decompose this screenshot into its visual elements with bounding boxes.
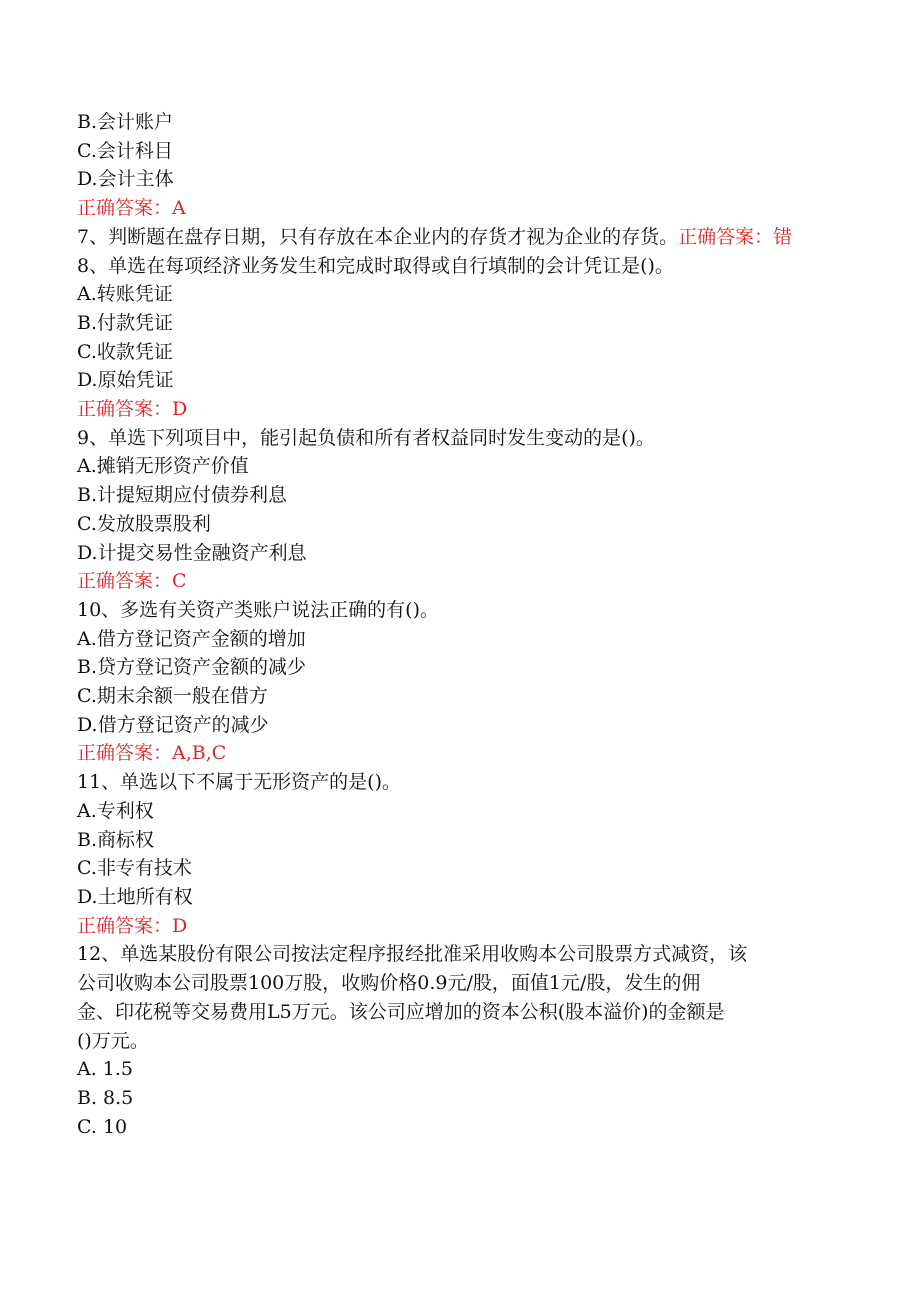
question-12-line-2: 公司收购本公司股票100万股，收购价格0.9元/股，面值1元/股，发生的佣 <box>77 972 701 995</box>
option-a: A.转账凭证 <box>77 283 173 306</box>
question-12-line-4: ()万元。 <box>77 1029 149 1052</box>
document-page <box>77 108 837 1141</box>
question-8: 8、单选在每项经济业务发生和完成时取得或自行填制的会计凭讧是()。 <box>77 254 674 277</box>
answer-line <box>77 194 837 223</box>
option-a: A.专利权 <box>77 799 154 822</box>
option-c: C.期末余额一般在借方 <box>77 685 268 708</box>
answer-line <box>77 395 837 424</box>
option-d: D.土地所有权 <box>77 885 193 908</box>
option-c: C.会计科目 <box>77 139 173 162</box>
answer-label: 正确答案： <box>77 197 173 220</box>
option-b: B.商标权 <box>77 828 155 851</box>
answer-label: 正确答案： <box>77 914 173 937</box>
answer-label: 正确答案： <box>77 398 173 421</box>
answer-label: 正确答案： <box>678 225 774 248</box>
option-a: A. 1.5 <box>77 1058 134 1081</box>
option-b: B.付款凭证 <box>77 311 174 334</box>
option-c: C.非专有技术 <box>77 857 192 880</box>
option-c: C.收款凭证 <box>77 340 173 363</box>
answer-value: 错 <box>773 225 793 248</box>
option-b: B.会计账户 <box>77 111 174 133</box>
answer-line <box>77 567 837 596</box>
answer-line <box>77 739 837 768</box>
question-text: 7、判断题在盘存日期，只有存放在本企业内的存货才视为企业的存货。 <box>77 225 679 248</box>
option-b: B.贷方登记资产金额的减少 <box>77 656 307 679</box>
option-d: D.借方登记资产的减少 <box>77 713 269 736</box>
question-11: 11、单选以下不属于无形资产的是()。 <box>77 771 402 794</box>
question-12-line-3: 金、印花税等交易费用L5万元。该公司应增加的资本公积(股本溢价)的金额是 <box>77 1000 725 1023</box>
option-b: B. 8.5 <box>77 1086 134 1109</box>
option-a: A.借方登记资产金额的增加 <box>77 627 306 650</box>
question-7 <box>77 223 837 252</box>
answer-value: A <box>172 197 186 220</box>
question-12-line-1: 12、单选某股份有限公司按法定程序报经批准采用收购本公司股票方式减资，该 <box>77 943 748 966</box>
answer-line <box>77 912 837 941</box>
answer-value: D <box>172 914 188 937</box>
answer-label: 正确答案： <box>77 742 173 765</box>
option-d: D.计提交易性金融资产利息 <box>77 541 307 564</box>
answer-value: A,B,C <box>172 742 227 765</box>
question-9: 9、单选下列项目中，能引起负债和所有者权益同时发生变动的是()。 <box>77 426 655 449</box>
option-c: C.发放股票股利 <box>77 512 211 535</box>
answer-value: D <box>172 398 188 421</box>
option-d: D.原始凭证 <box>77 369 174 392</box>
answer-value: C <box>172 570 187 593</box>
option-a: A.摊销无形资产价值 <box>77 455 249 478</box>
option-c: C. 10 <box>77 1115 128 1138</box>
option-b: B.计提短期应付债券利息 <box>77 484 288 507</box>
answer-label: 正确答案： <box>77 570 173 593</box>
option-d: D.会计主体 <box>77 168 174 191</box>
question-10: 10、多选有关资产类账户说法正确的有()。 <box>77 598 440 621</box>
